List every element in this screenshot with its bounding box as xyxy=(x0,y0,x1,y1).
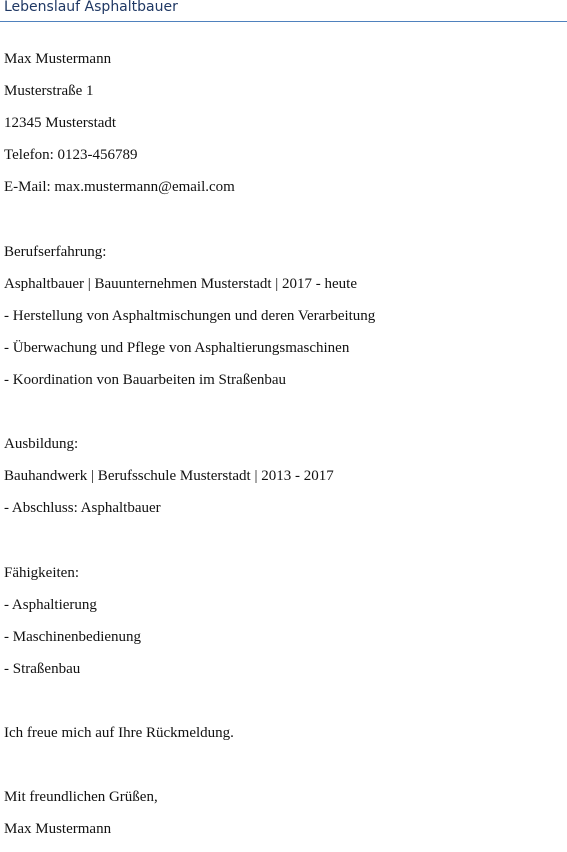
closing-greeting: Mit freundlichen Grüßen, xyxy=(4,789,158,806)
education-section xyxy=(4,435,559,531)
skills-section xyxy=(4,564,559,692)
experience-position: Asphaltbauer | Bauunternehmen Musterstadt | 2017 - heute xyxy=(4,275,357,292)
contact-email: E-Mail: max.mustermann@email.com xyxy=(4,179,235,196)
contact-name: Max Mustermann xyxy=(4,51,112,67)
skills-heading: Fähigkeiten: xyxy=(4,564,79,581)
experience-item: - Koordination von Bauarbeiten im Straßenbau xyxy=(4,371,287,388)
contact-phone: Telefon: 0123-456789 xyxy=(4,147,138,164)
skills-item: - Asphaltierung xyxy=(4,596,97,613)
spacer xyxy=(4,210,559,242)
contact-street: Musterstraße 1 xyxy=(4,83,94,100)
contact-city: 12345 Musterstadt xyxy=(4,115,117,132)
education-heading: Ausbildung: xyxy=(4,436,79,453)
document-title: Lebenslauf Asphaltbauer xyxy=(4,0,178,15)
closing-message: Ich freue mich auf Ihre Rückmeldung. xyxy=(4,724,234,741)
document-body xyxy=(4,50,559,852)
skills-item: - Maschinenbedienung xyxy=(4,628,142,645)
education-entry: Bauhandwerk | Berufsschule Musterstadt | 2013 - 2017 xyxy=(4,468,334,485)
document-header xyxy=(0,0,567,22)
experience-item: - Herstellung von Asphaltmischungen und deren Verarbeitung xyxy=(4,307,376,324)
spacer xyxy=(4,692,559,724)
spacer xyxy=(4,403,559,435)
experience-item: - Überwachung und Pflege von Asphaltierungsmaschinen xyxy=(4,339,350,356)
spacer xyxy=(4,756,559,788)
spacer xyxy=(4,531,559,563)
experience-section xyxy=(4,243,559,403)
experience-heading: Berufserfahrung: xyxy=(4,243,107,260)
closing-signature: Max Mustermann xyxy=(4,821,112,838)
closing-section xyxy=(4,724,559,852)
contact-block xyxy=(4,50,559,210)
skills-item: - Straßenbau xyxy=(4,660,81,677)
education-item: - Abschluss: Asphaltbauer xyxy=(4,500,161,517)
